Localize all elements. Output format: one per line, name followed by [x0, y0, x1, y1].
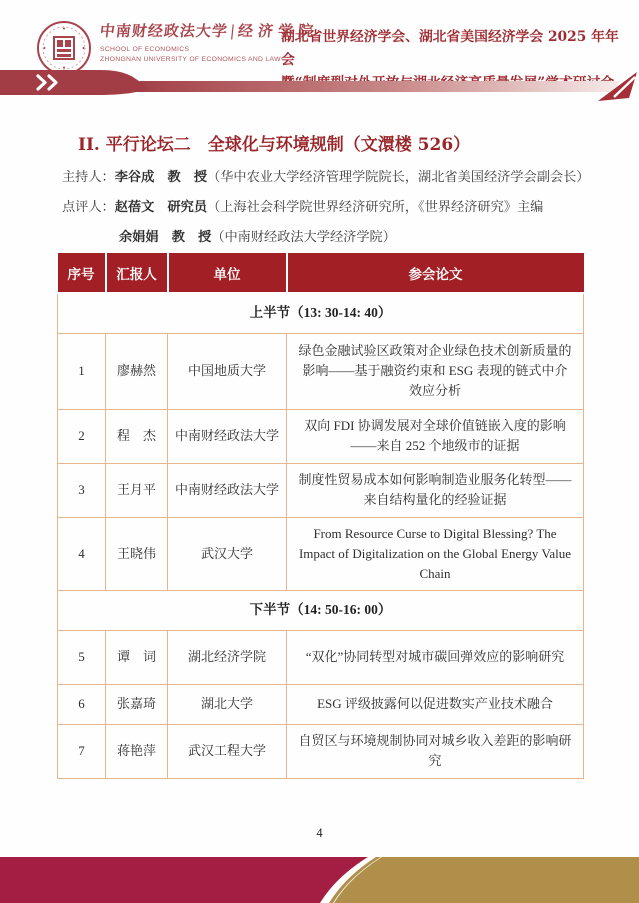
commentator-line-2: 余娟娟 教 授（中南财经政法大学经济学院） — [119, 229, 396, 245]
col-header-no: 序号 — [58, 253, 106, 293]
logo-text-block — [99, 20, 319, 65]
table-row: 6 张嘉琦 湖北大学 ESG 评级披露何以促进数实产业技术融合 — [58, 684, 584, 724]
col-header-affiliation: 单位 — [168, 253, 287, 293]
table-row: 2 程 杰 中南财经政法大学 双向 FDI 协调发展对全球价值链嵌入度的影响——来自 252 个地级市的证据 — [58, 409, 584, 463]
gradient-stripe — [128, 81, 620, 92]
table-row: 3 王月平 中南财经政法大学 制度性贸易成本如何影响制造业服务化转型——来自结构量化的经验证据 — [58, 463, 584, 517]
header-banner — [0, 66, 639, 108]
col-header-paper: 参会论文 — [287, 253, 584, 293]
session-title: II. 平行论坛二 全球化与环境规制（文澴楼 526） — [78, 135, 471, 155]
session-meta — [62, 162, 592, 252]
footer-band — [0, 857, 639, 903]
page-number: 4 — [316, 826, 323, 840]
section-row-first-half: 上半节（13: 30-14: 40） — [58, 293, 584, 333]
table-row: 1 廖赫然 中国地质大学 绿色金融试验区政策对企业绿色技术创新质量的影响——基于融资约束和 ESG 表现的链式中介效应分析 — [58, 333, 584, 409]
host-line: 主持人：李谷成 教 授（华中农业大学经济管理学院院长，湖北省美国经济学会副会长） — [62, 169, 590, 184]
table-header-row — [58, 253, 584, 293]
col-header-presenter: 汇报人 — [106, 253, 168, 293]
chevron-block — [0, 70, 150, 95]
logo-chinese-name: 中南财经政法大学|经济学院 — [99, 22, 319, 40]
table-row: 4 王晓伟 武汉大学 From Resource Curse to Digital Blessing? The Impact of Digitalization on the Global Energy Value Chain — [58, 517, 584, 590]
table-row: 5 谭 词 湖北经济学院 “双化”协同转型对城市碳回弹效应的影响研究 — [58, 630, 584, 684]
section-row-second-half: 下半节（14: 50-16: 00） — [58, 590, 584, 630]
table-row: 7 蒋艳萍 武汉工程大学 自贸区与环境规制协同对城乡收入差距的影响研究 — [58, 724, 584, 778]
logo-english-name: SCHOOL OF ECONOMICS ZHONGNAN UNIVERSITY OF ECONOMICS AND LAW — [100, 46, 281, 63]
conference-title: 湖北省世界经济学会、湖北省美国经济学会 2025 年年会 — [281, 29, 619, 68]
commentator-line-1: 点评人：赵蓓文 研究员（上海社会科学院世界经济研究所，《世界经济研究》主编 — [62, 199, 544, 215]
footer-crimson-block — [0, 857, 368, 903]
program-table — [57, 253, 583, 779]
